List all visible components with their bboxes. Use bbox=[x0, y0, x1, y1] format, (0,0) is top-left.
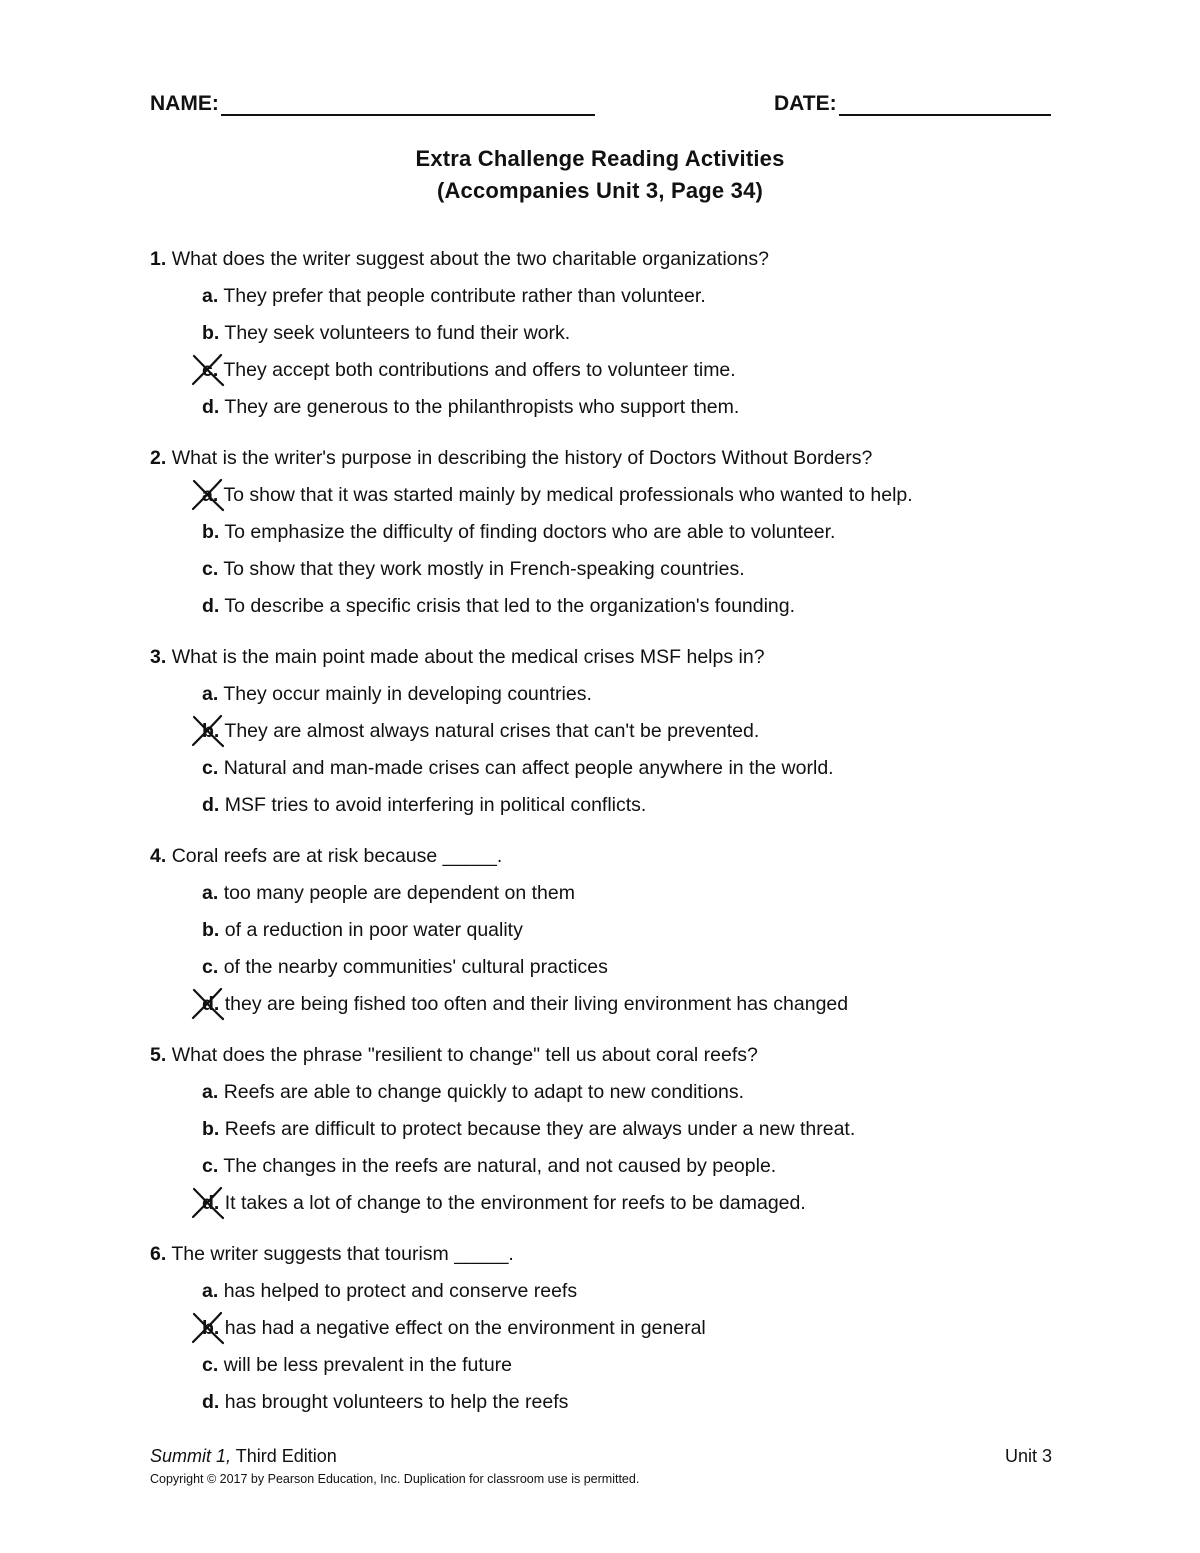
option-letter: b. bbox=[202, 919, 220, 941]
option-letter: a. bbox=[202, 1081, 219, 1103]
question-3 bbox=[150, 644, 1070, 829]
option-letter: d. bbox=[202, 595, 220, 617]
question-number: 1. bbox=[150, 248, 167, 270]
answer-option[interactable] bbox=[150, 593, 1070, 630]
question-5 bbox=[150, 1042, 1070, 1227]
question-text bbox=[150, 445, 1070, 482]
option-text: It takes a lot of change to the environment for reefs to be damaged. bbox=[224, 1192, 806, 1214]
option-letter: a. bbox=[202, 882, 219, 904]
option-text: has had a negative effect on the environment in general bbox=[224, 1317, 706, 1339]
option-text: has helped to protect and conserve reefs bbox=[223, 1280, 578, 1302]
answer-option[interactable] bbox=[150, 1116, 1070, 1153]
answer-option[interactable] bbox=[150, 519, 1070, 556]
answer-option[interactable] bbox=[150, 394, 1070, 431]
question-prompt: The writer suggests that tourism _____. bbox=[171, 1243, 514, 1265]
question-number: 3. bbox=[150, 646, 167, 668]
answer-option[interactable] bbox=[150, 482, 1070, 519]
name-field bbox=[150, 92, 595, 116]
option-text: too many people are dependent on them bbox=[223, 882, 575, 904]
question-text bbox=[150, 644, 1070, 681]
footer-unit: Unit 3 bbox=[1004, 1446, 1052, 1466]
page-subtitle: (Accompanies Unit 3, Page 34) bbox=[436, 178, 764, 203]
option-text: MSF tries to avoid interfering in political conflicts. bbox=[224, 794, 647, 816]
option-text: They accept both contributions and offers to volunteer time. bbox=[223, 359, 736, 381]
answer-option[interactable] bbox=[150, 880, 1070, 917]
question-1 bbox=[150, 246, 1070, 431]
answer-option[interactable] bbox=[150, 681, 1070, 718]
option-letter: d. bbox=[202, 1192, 220, 1214]
option-text: They are generous to the philanthropists who support them. bbox=[224, 396, 740, 418]
option-text: of a reduction in poor water quality bbox=[224, 919, 523, 941]
option-letter: d. bbox=[202, 1391, 220, 1413]
footer-book-info bbox=[150, 1446, 337, 1467]
question-2 bbox=[150, 445, 1070, 630]
header-row bbox=[150, 92, 1052, 122]
question-prompt: What is the writer's purpose in describing the history of Doctors Without Borders? bbox=[171, 447, 873, 469]
page-title: Extra Challenge Reading Activities bbox=[415, 146, 785, 171]
question-text bbox=[150, 843, 1070, 880]
question-number: 5. bbox=[150, 1044, 167, 1066]
question-text bbox=[150, 1042, 1070, 1079]
question-list bbox=[150, 246, 1070, 1440]
option-text: They seek volunteers to fund their work. bbox=[224, 322, 571, 344]
question-number: 6. bbox=[150, 1243, 167, 1265]
footer-edition: Third Edition bbox=[235, 1446, 337, 1466]
option-text: has brought volunteers to help the reefs bbox=[224, 1391, 569, 1413]
option-text: To show that it was started mainly by medical professionals who wanted to help. bbox=[223, 484, 913, 506]
question-prompt: What does the writer suggest about the two charitable organizations? bbox=[171, 248, 769, 270]
date-blank-line[interactable] bbox=[839, 92, 1051, 116]
answer-option[interactable] bbox=[150, 556, 1070, 593]
option-letter: b. bbox=[202, 322, 220, 344]
date-field bbox=[774, 92, 1051, 116]
footer-copyright: Copyright © 2017 by Pearson Education, Inc. Duplication for classroom use is permitted. bbox=[150, 1472, 640, 1486]
answer-option[interactable] bbox=[150, 1079, 1070, 1116]
footer-book-title: Summit 1, bbox=[150, 1446, 232, 1466]
name-blank-line[interactable] bbox=[221, 92, 595, 116]
answer-option[interactable] bbox=[150, 1352, 1070, 1389]
option-text: Reefs are able to change quickly to adapt to new conditions. bbox=[223, 1081, 745, 1103]
option-letter: c. bbox=[202, 757, 219, 779]
option-letter: b. bbox=[202, 521, 220, 543]
question-number: 4. bbox=[150, 845, 167, 867]
option-letter: c. bbox=[202, 956, 219, 978]
answer-option[interactable] bbox=[150, 1153, 1070, 1190]
option-text: will be less prevalent in the future bbox=[223, 1354, 513, 1376]
option-letter: c. bbox=[202, 558, 219, 580]
question-4 bbox=[150, 843, 1070, 1028]
answer-option[interactable] bbox=[150, 283, 1070, 320]
question-prompt: What does the phrase "resilient to change" tell us about coral reefs? bbox=[171, 1044, 758, 1066]
question-prompt: Coral reefs are at risk because _____. bbox=[171, 845, 503, 867]
option-letter: a. bbox=[202, 285, 219, 307]
answer-option[interactable] bbox=[150, 1389, 1070, 1426]
question-number: 2. bbox=[150, 447, 167, 469]
option-letter: b. bbox=[202, 720, 220, 742]
name-label: NAME: bbox=[150, 92, 219, 115]
option-letter: d. bbox=[202, 396, 220, 418]
option-letter: a. bbox=[202, 683, 219, 705]
option-text: They are almost always natural crises that can't be prevented. bbox=[224, 720, 760, 742]
option-letter: b. bbox=[202, 1118, 220, 1140]
answer-option[interactable] bbox=[150, 792, 1070, 829]
question-6 bbox=[150, 1241, 1070, 1426]
question-text bbox=[150, 1241, 1070, 1278]
option-letter: d. bbox=[202, 794, 220, 816]
question-text bbox=[150, 246, 1070, 283]
option-letter: b. bbox=[202, 1317, 220, 1339]
option-letter: c. bbox=[202, 1155, 219, 1177]
option-text: To emphasize the difficulty of finding doctors who are able to volunteer. bbox=[224, 521, 836, 543]
option-text: Natural and man-made crises can affect people anywhere in the world. bbox=[223, 757, 834, 779]
answer-option[interactable] bbox=[150, 954, 1070, 991]
option-text: they are being fished too often and their living environment has changed bbox=[224, 993, 849, 1015]
answer-option[interactable] bbox=[150, 1315, 1070, 1352]
answer-option[interactable] bbox=[150, 917, 1070, 954]
option-letter: c. bbox=[202, 1354, 219, 1376]
option-text: They occur mainly in developing countries. bbox=[223, 683, 592, 705]
answer-option[interactable] bbox=[150, 991, 1070, 1028]
answer-option[interactable] bbox=[150, 718, 1070, 755]
date-label: DATE: bbox=[774, 92, 837, 115]
answer-option[interactable] bbox=[150, 1278, 1070, 1315]
answer-option[interactable] bbox=[150, 320, 1070, 357]
option-text: of the nearby communities' cultural practices bbox=[223, 956, 608, 978]
answer-option[interactable] bbox=[150, 755, 1070, 792]
option-letter: d. bbox=[202, 993, 220, 1015]
answer-option[interactable] bbox=[150, 357, 1070, 394]
option-text: Reefs are difficult to protect because they are always under a new threat. bbox=[224, 1118, 856, 1140]
option-letter: a. bbox=[202, 1280, 219, 1302]
option-text: The changes in the reefs are natural, and not caused by people. bbox=[223, 1155, 777, 1177]
option-text: To show that they work mostly in French-speaking countries. bbox=[223, 558, 745, 580]
option-text: To describe a specific crisis that led to the organization's founding. bbox=[224, 595, 796, 617]
option-letter: a. bbox=[202, 484, 219, 506]
option-text: They prefer that people contribute rather than volunteer. bbox=[223, 285, 706, 307]
answer-option[interactable] bbox=[150, 1190, 1070, 1227]
option-letter: c. bbox=[202, 359, 219, 381]
question-prompt: What is the main point made about the medical crises MSF helps in? bbox=[171, 646, 765, 668]
